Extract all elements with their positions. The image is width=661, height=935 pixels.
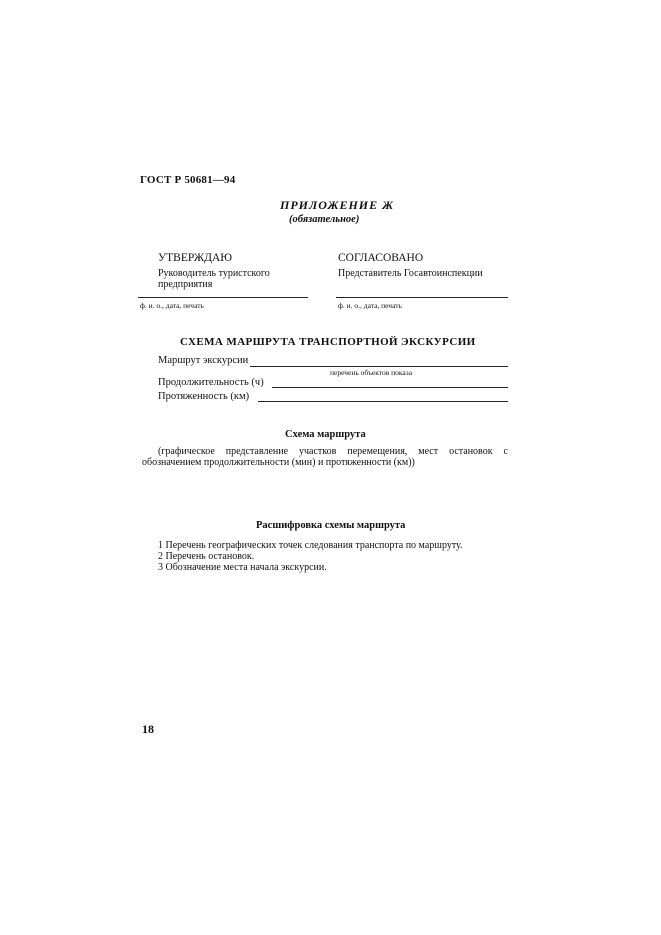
agree-signature-line: [336, 297, 508, 298]
approve-heading: УТВЕРЖДАЮ: [158, 252, 233, 264]
route-scheme-description: (графическое представление участков перемещения, мест остановок с обозначением продолжительности (мин) и протяженности (км)): [142, 446, 508, 468]
length-label: Протяженность (км): [158, 391, 250, 402]
duration-line: [272, 387, 508, 388]
route-label: Маршрут экскурсии: [158, 355, 249, 366]
route-line: [250, 366, 508, 367]
agree-heading: СОГЛАСОВАНО: [338, 252, 424, 264]
decoding-item-2: 2 Перечень остановок.: [158, 551, 255, 562]
approve-signature-line: [138, 297, 308, 298]
decoding-item-3: 3 Обозначение места начала экскурсии.: [158, 562, 327, 573]
appendix-note: (обязательное): [289, 214, 360, 225]
route-caption: перечень объектов показа: [330, 368, 413, 377]
appendix-title: ПРИЛОЖЕНИЕ Ж: [280, 198, 395, 212]
scheme-title: СХЕМА МАРШРУТА ТРАНСПОРТНОЙ ЭКСКУРСИИ: [180, 336, 476, 348]
duration-label: Продолжительность (ч): [158, 377, 264, 388]
agree-position: Представитель Госавтоинспекции: [338, 268, 483, 279]
route-scheme-title: Схема маршрута: [285, 429, 366, 440]
decoding-item-1: 1 Перечень географических точек следования транспорта по маршруту.: [158, 540, 463, 551]
standard-code: ГОСТ Р 50681—94: [140, 174, 236, 186]
approve-signature-caption: ф. и. о., дата, печать: [140, 301, 204, 310]
decoding-title: Расшифровка схемы маршрута: [256, 520, 406, 531]
agree-signature-caption: ф. и. о., дата, печать: [338, 301, 402, 310]
page-number: 18: [142, 722, 154, 736]
length-line: [258, 401, 508, 402]
approve-position: Руководитель туристского предприятия: [158, 268, 270, 290]
